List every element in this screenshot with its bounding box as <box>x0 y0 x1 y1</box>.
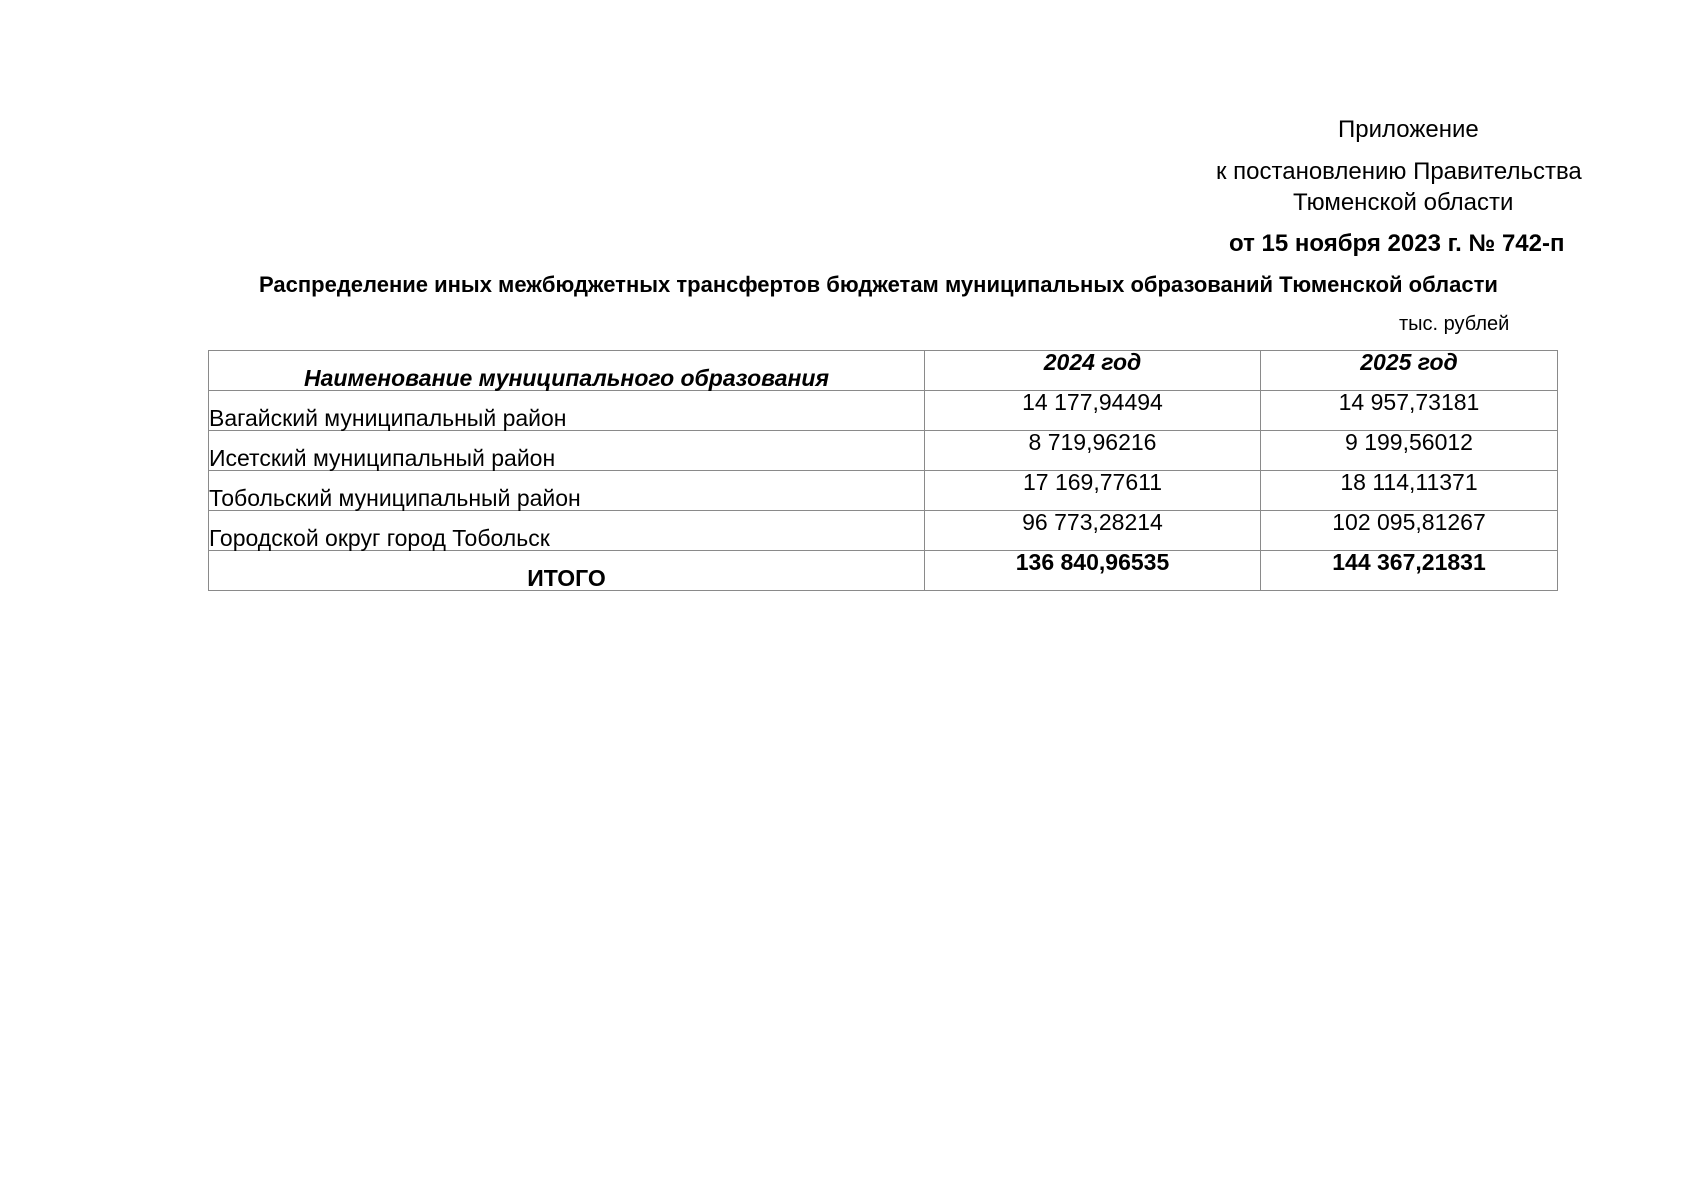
total-2025-cell: 144 367,21831 <box>1261 551 1558 591</box>
row-2025-cell: 9 199,56012 <box>1261 431 1558 471</box>
column-header-2024: 2024 год <box>925 351 1261 391</box>
row-2025-cell: 18 114,11371 <box>1261 471 1558 511</box>
row-2024-cell: 96 773,28214 <box>925 511 1261 551</box>
decree-reference-line1: к постановлению Правительства <box>1216 158 1582 185</box>
table-row <box>209 471 1558 511</box>
table-row <box>209 431 1558 471</box>
row-name-cell: Тобольский муниципальный район <box>209 471 925 511</box>
row-2024-cell: 8 719,96216 <box>925 431 1261 471</box>
row-2024-cell: 17 169,77611 <box>925 471 1261 511</box>
row-name-cell: Городской округ город Тобольск <box>209 511 925 551</box>
decree-reference-line2: Тюменской области <box>1293 189 1514 216</box>
total-2024-cell: 136 840,96535 <box>925 551 1261 591</box>
column-header-2025: 2025 год <box>1261 351 1558 391</box>
table-row <box>209 511 1558 551</box>
table-row <box>209 391 1558 431</box>
transfers-table <box>208 350 1558 591</box>
row-2024-cell: 14 177,94494 <box>925 391 1261 431</box>
decree-date-number: от 15 ноября 2023 г. № 742-п <box>1229 230 1565 257</box>
row-name-cell: Вагайский муниципальный район <box>209 391 925 431</box>
total-label: ИТОГО <box>209 551 925 591</box>
row-2025-cell: 102 095,81267 <box>1261 511 1558 551</box>
document-title: Распределение иных межбюджетных трансфертов бюджетам муниципальных образований Тюменской области <box>259 272 1498 297</box>
appendix-label: Приложение <box>1338 116 1479 143</box>
row-name-cell: Исетский муниципальный район <box>209 431 925 471</box>
total-row <box>209 551 1558 591</box>
column-header-name: Наименование муниципального образования <box>209 351 925 391</box>
unit-label: тыс. рублей <box>1399 313 1510 335</box>
row-2025-cell: 14 957,73181 <box>1261 391 1558 431</box>
table-header-row <box>209 351 1558 391</box>
